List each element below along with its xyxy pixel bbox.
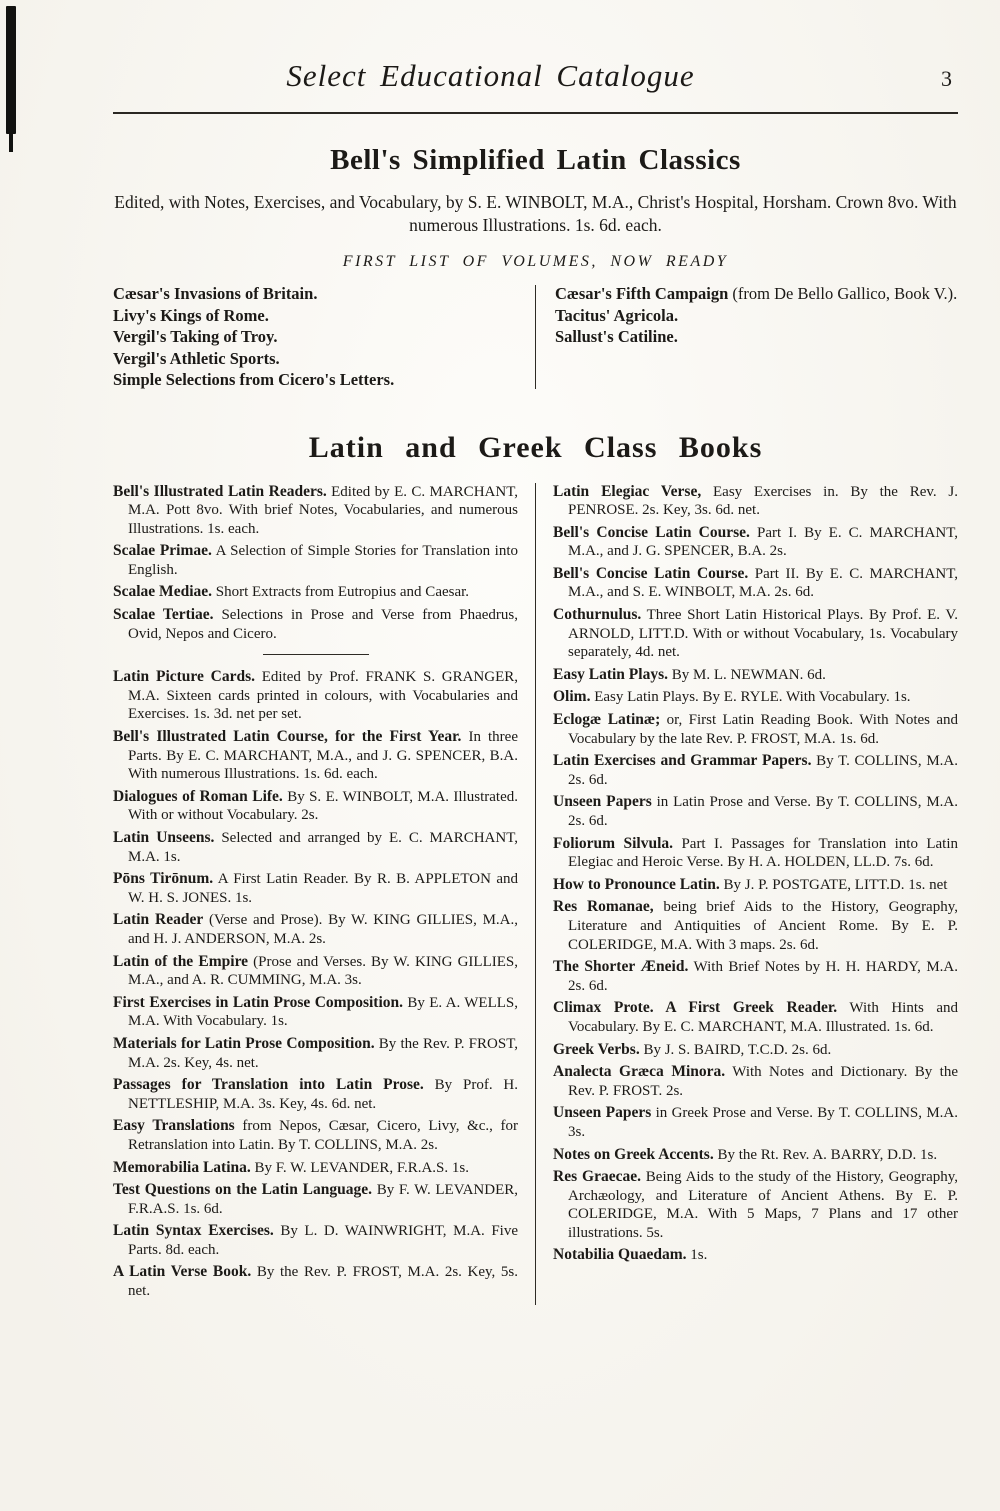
page-number: 3 (941, 66, 952, 91)
book-title: How to Pronounce Latin. (553, 875, 720, 893)
section-latin-greek-class-books (113, 431, 958, 1305)
book-details: In three Parts. By E. C. MARCHANT, M.A., and J. G. SPENCER, B.A. With numerous Illustrations. 1s. 6d. each. (128, 729, 518, 783)
book-details: A First Latin Reader. By R. B. APPLETON and W. H. S. JONES. 1s. (128, 871, 518, 906)
catalog-entry (553, 565, 958, 602)
catalog-entry (553, 752, 958, 789)
book-details: (Verse and Prose). By W. KING GILLIES, M.A., and H. J. ANDERSON, M.A. 2s. (128, 912, 518, 947)
catalog-entry (113, 870, 518, 907)
catalog-entry (113, 728, 518, 784)
catalog-entry (113, 1263, 518, 1300)
volume-title: Simple Selections from Cicero's Letters. (113, 370, 395, 389)
book-title: Easy Translations (113, 1117, 235, 1135)
catalog-entry (553, 606, 958, 662)
volume-item (113, 326, 516, 348)
book-title: Latin of the Empire (113, 952, 249, 970)
volume-item (555, 283, 958, 305)
book-details: With Brief Notes by H. H. HARDY, M.A. 2s. 6d. (568, 959, 959, 994)
book-details: Edited by Prof. FRANK S. GRANGER, M.A. Sixteen cards printed in colours, with Vocabularies and Exercises. 1s. 3d. net per set. (128, 669, 518, 723)
volume-title: Vergil's Athletic Sports. (113, 348, 280, 368)
book-title: Latin Exercises and Grammar Papers. (553, 752, 812, 770)
volume-title: Cæsar's Invasions of Britain. (113, 284, 318, 303)
book-details: Part I. Passages for Translation into Latin Elegiac and Heroic Verse. By H. A. HOLDEN, LL.D. 7s. 6d. (568, 835, 958, 871)
book-details: By the Rev. P. FROST, M.A. 2s. Key, 5s. net. (128, 1264, 519, 1300)
volumes-column-left (113, 283, 516, 391)
book-details: or, First Latin Reading Book. With Notes and Vocabulary by the late Rev. P. FROST, M.A. 1s. 6d. (568, 712, 959, 747)
book-title: Eclogæ Latinæ; (553, 711, 661, 729)
binding-scan-artifact (6, 6, 16, 134)
classbooks-column-right (553, 483, 958, 1305)
catalog-entry (553, 1063, 958, 1100)
book-title: Cothurnulus. (553, 606, 642, 624)
catalog-entry (113, 606, 518, 643)
catalog-entry (113, 1035, 518, 1072)
volume-item (113, 283, 516, 305)
book-title: Passages for Translation into Latin Prose. (113, 1076, 424, 1094)
book-details: By the Rt. Rev. A. BARRY, D.D. 1s. (717, 1146, 938, 1163)
volume-item (113, 369, 516, 391)
book-title: Latin Reader (113, 911, 204, 929)
book-details: in Greek Prose and Verse. By T. COLLINS, M.A. 3s. (568, 1105, 958, 1140)
volume-title: Tacitus' Agricola. (555, 305, 679, 325)
book-details: By S. E. WINBOLT, M.A. Illustrated. With or without Vocabulary. 2s. (128, 788, 518, 824)
volume-note: (from De Bello Gallico, Book V.). (728, 284, 958, 303)
catalog-entry (113, 668, 518, 724)
catalog-entry (553, 688, 958, 707)
catalog-entry (553, 1146, 958, 1165)
book-details: With Notes and Dictionary. By the Rev. P. FROST. 2s. (568, 1064, 958, 1099)
book-details: By Prof. H. NETTLESHIP, M.A. 3s. Key, 4s. 6d. net. (128, 1077, 519, 1112)
book-title: Analecta Græca Minora. (553, 1063, 726, 1081)
catalog-entry (553, 876, 958, 895)
book-details: Part II. By E. C. MARCHANT, M.A., and S. E. WINBOLT, M.A. 2s. 6d. (568, 565, 958, 601)
catalog-entry (113, 1222, 518, 1259)
book-title: Unseen Papers (553, 1104, 652, 1122)
book-details: By L. D. WAINWRIGHT, M.A. Five Parts. 8d. each. (128, 1223, 518, 1258)
catalog-entry (113, 994, 518, 1031)
book-title: Scalae Primae. (113, 542, 212, 560)
first-list-heading: FIRST LIST OF VOLUMES, NOW READY (342, 253, 729, 270)
book-details: A Selection of Simple Stories for Translation into English. (128, 543, 518, 578)
book-details: By M. L. NEWMAN. 6d. (671, 666, 826, 683)
volume-item (113, 305, 516, 327)
catalog-entry (113, 1181, 518, 1218)
column-divider (535, 483, 536, 1305)
book-title: Greek Verbs. (553, 1040, 640, 1058)
book-details: By J. P. POSTGATE, LITT.D. 1s. net (723, 876, 948, 893)
catalog-entry (113, 788, 518, 825)
book-title: Climax Prote. A First Greek Reader. (553, 999, 838, 1017)
header-rule (113, 112, 958, 114)
catalog-entry (553, 1041, 958, 1060)
book-details: Easy Latin Plays. By E. RYLE. With Vocabulary. 1s. (594, 689, 911, 706)
catalog-entry (553, 483, 958, 520)
catalog-entry (113, 1076, 518, 1113)
book-details: By E. A. WELLS, M.A. With Vocabulary. 1s. (128, 994, 519, 1030)
catalog-entry (553, 711, 958, 748)
book-details: 1s. (690, 1247, 708, 1264)
book-title: Scalae Tertiae. (113, 606, 214, 624)
volumes-columns (113, 283, 958, 391)
book-title: Latin Picture Cards. (113, 668, 256, 686)
book-title: Foliorum Silvula. (553, 834, 674, 852)
book-details: in Latin Prose and Verse. By T. COLLINS, M.A. 2s. 6d. (568, 794, 958, 829)
book-title: Bell's Illustrated Latin Readers. (113, 482, 327, 500)
catalog-entry (113, 1159, 518, 1178)
catalog-entry (113, 483, 518, 539)
catalog-entry (113, 953, 518, 990)
book-details: By the Rev. P. FROST, M.A. 2s. Key, 4s. net. (128, 1035, 519, 1071)
book-details: Being Aids to the study of the History, Geography, Archæology, and Literature of Ancient Athens. By E. P. COLERIDGE, M.A. With 5 Maps, 7 Plans and 17 other illustrations. 5s. (568, 1169, 958, 1241)
book-details: By J. S. BAIRD, T.C.D. 2s. 6d. (643, 1041, 832, 1058)
volume-item (555, 326, 958, 348)
book-details: By T. COLLINS, M.A. 2s. 6d. (568, 753, 958, 788)
book-details: By F. W. LEVANDER, F.R.A.S. 1s. (254, 1159, 469, 1176)
column-divider (535, 285, 536, 389)
section-subtitle: Edited, with Notes, Exercises, and Vocabulary, by S. E. WINBOLT, M.A., Christ's Hospital, Horsham. Crown 8vo. With numerous Illustrations. 1s. 6d. each. (114, 192, 957, 235)
catalog-entry (113, 583, 518, 602)
book-details: Selected and arranged by E. C. MARCHANT, M.A. 1s. (128, 830, 518, 865)
book-details: By F. W. LEVANDER, F.R.A.S. 1s. 6d. (128, 1182, 519, 1217)
volume-title: Livy's Kings of Rome. (113, 305, 269, 325)
book-title: Latin Elegiac Verse, (553, 482, 702, 500)
catalog-entry (553, 999, 958, 1036)
catalog-entry (553, 1104, 958, 1141)
book-title: Materials for Latin Prose Composition. (113, 1034, 375, 1052)
volumes-column-right (555, 283, 958, 391)
book-details: Part I. By E. C. MARCHANT, M.A., and J. G. SPENCER, B.A. 2s. (568, 524, 958, 560)
catalog-entry (113, 542, 518, 579)
section-title: Latin and Greek Class Books (308, 430, 763, 464)
page-header (113, 58, 958, 110)
volume-title: Cæsar's Fifth Campaign (555, 284, 729, 303)
catalog-entry (553, 524, 958, 561)
book-title: Latin Unseens. (113, 829, 215, 846)
catalog-entry (553, 1168, 958, 1242)
volume-title: Vergil's Taking of Troy. (113, 327, 278, 346)
catalog-entry (553, 835, 958, 872)
book-title: Res Romanae, (553, 898, 654, 916)
book-title: The Shorter Æneid. (553, 958, 689, 976)
book-title: Scalae Mediae. (113, 583, 213, 601)
book-title: Dialogues of Roman Life. (113, 787, 283, 805)
book-details: (Prose and Verses. By W. KING GILLIES, M.A., and A. R. CUMMING, M.A. 3s. (128, 953, 518, 989)
catalog-entry (553, 1246, 958, 1265)
book-details: With Hints and Vocabulary. By E. C. MARCHANT, M.A. Illustrated. 1s. 6d. (568, 1000, 958, 1035)
book-details: Selections in Prose and Verse from Phaedrus, Ovid, Nepos and Cicero. (128, 607, 518, 642)
book-details: Three Short Latin Historical Plays. By Prof. E. V. ARNOLD, LITT.D. With or without Vocabulary, 1s. Vocabulary separately, 4d. net. (568, 607, 958, 661)
running-title: Select Educational Catalogue (286, 58, 695, 93)
section-title: Bell's Simplified Latin Classics (330, 144, 741, 176)
book-title: Bell's Concise Latin Course. (553, 564, 749, 582)
book-title: Memorabilia Latina. (113, 1158, 251, 1176)
book-title: Easy Latin Plays. (553, 665, 668, 683)
catalog-entry (553, 958, 958, 995)
book-title: Test Questions on the Latin Language. (113, 1181, 372, 1199)
book-title: Res Graecae. (553, 1168, 641, 1186)
catalog-entry (553, 666, 958, 685)
catalog-entry (553, 898, 958, 954)
volume-item (555, 305, 958, 327)
book-title: Latin Syntax Exercises. (113, 1222, 274, 1240)
catalog-entry (113, 829, 518, 866)
book-title: Notes on Greek Accents. (553, 1145, 714, 1163)
book-title: Olim. (553, 688, 591, 706)
volume-title: Sallust's Catiline. (555, 327, 678, 346)
book-title: A Latin Verse Book. (113, 1263, 252, 1281)
book-title: Unseen Papers (553, 793, 652, 811)
book-title: Bell's Concise Latin Course. (553, 523, 750, 541)
book-title: Notabilia Quaedam. (553, 1246, 687, 1264)
classbooks-column-left (113, 483, 518, 1305)
book-title: Pōns Tirōnum. (113, 870, 214, 888)
book-title: Bell's Illustrated Latin Course, for the First Year. (113, 728, 462, 746)
book-details: being brief Aids to the History, Geography, Literature and Antiquities of Ancient Rome. By E. P. COLERIDGE, M.A. With 3 maps. 2s. 6d. (568, 899, 958, 953)
group-divider-rule (263, 654, 369, 655)
volume-item (113, 348, 516, 370)
classbooks-columns (113, 483, 958, 1305)
book-details: Easy Exercises in. By the Rev. J. PENROSE. 2s. Key, 3s. 6d. net. (568, 483, 959, 519)
book-title: First Exercises in Latin Prose Composition. (113, 993, 403, 1011)
book-details: Short Extracts from Eutropius and Caesar. (215, 584, 470, 601)
book-details: from Nepos, Cæsar, Cicero, Livy, &c., for Retranslation into Latin. By T. COLLINS, M.A. 2s. (128, 1118, 518, 1153)
catalog-entry (113, 1117, 518, 1154)
catalog-entry (553, 793, 958, 830)
catalog-entry (113, 911, 518, 948)
section-simplified-latin-classics (113, 144, 958, 391)
book-details: Edited by E. C. MARCHANT, M.A. Pott 8vo. With brief Notes, Vocabularies, and numerous Illustrations. 1s. each. (128, 483, 518, 537)
